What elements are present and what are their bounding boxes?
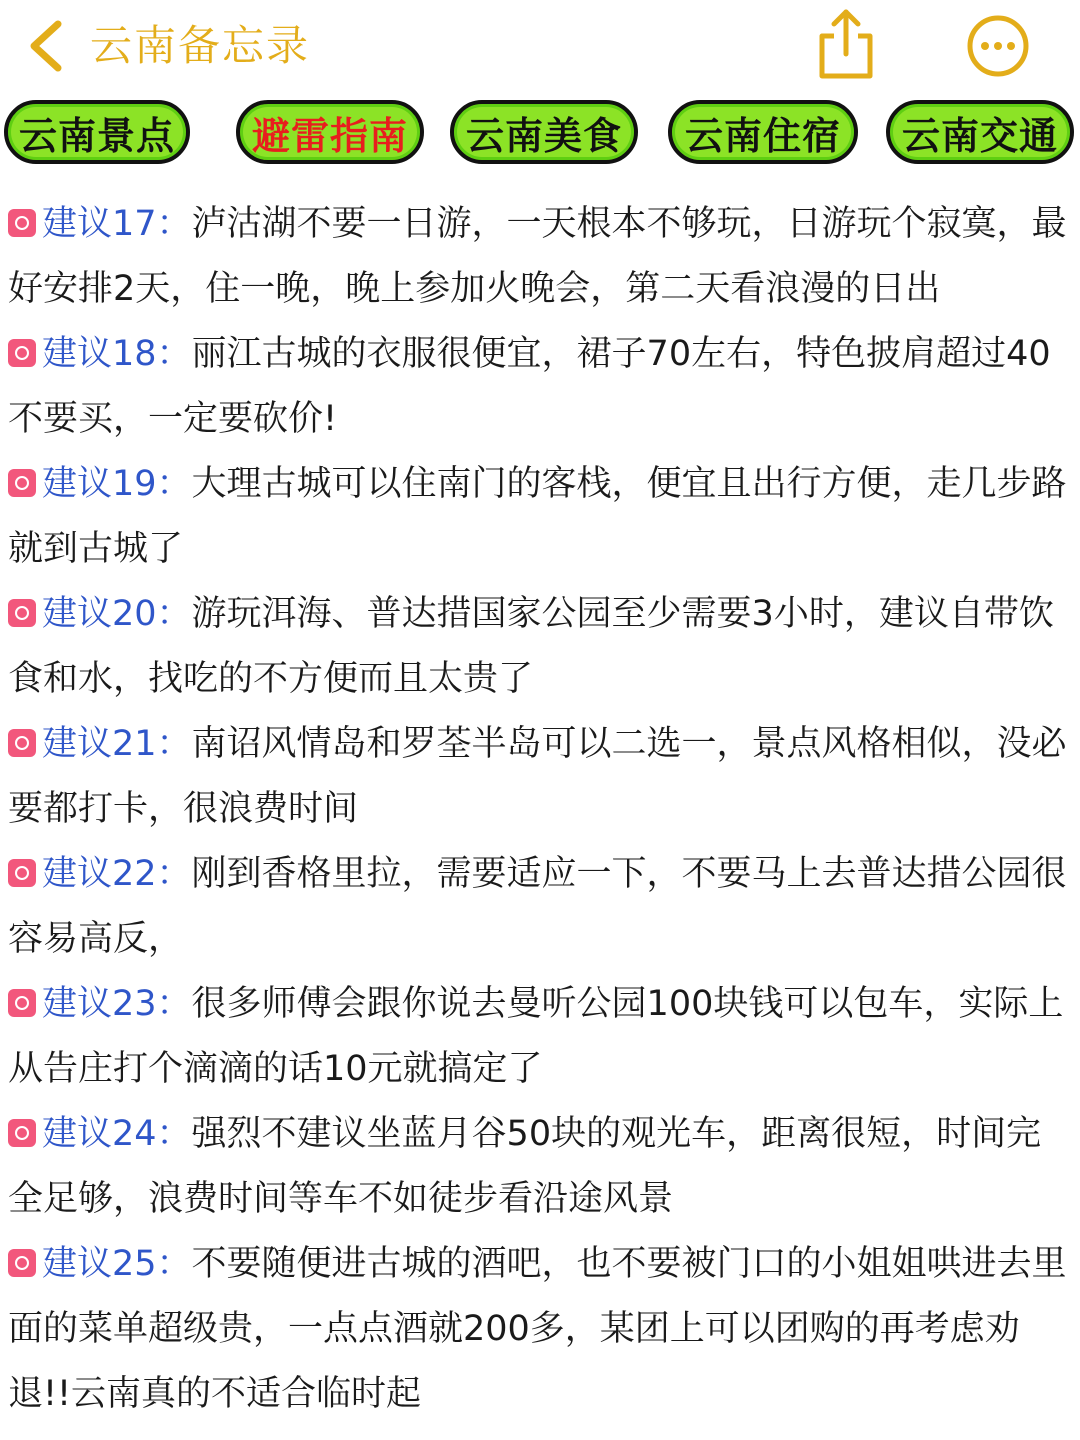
list-item [8,192,1072,322]
tab-transport[interactable]: 云南交通 [886,100,1074,164]
tip-text: 泸沽湖不要一日游，一天根本不够玩，日游玩个寂寞，最好安排2天，住一晚，晚上参加火晚会，第二天看浪漫的日出 [8,204,1067,309]
tip-text: 南诏风情岛和罗荃半岛可以二选一，景点风格相似，没必要都打卡，很浪费时间 [8,724,1067,829]
tip-text: 不要随便进古城的酒吧，也不要被门口的小姐姐哄进去里面的菜单超级贵，一点点酒就200多，某团上可以团购的再考虑劝退!!云南真的不适合临时起 [8,1244,1067,1414]
tip-text: 刚到香格里拉，需要适应一下，不要马上去普达措公园很容易高反， [8,854,1067,959]
more-button[interactable] [962,10,1034,82]
bullet-icon [8,729,36,757]
share-icon [812,6,880,82]
share-button[interactable] [812,6,880,82]
bullet-icon [8,209,36,237]
list-item [8,1232,1072,1427]
tip-label: 建议18： [42,334,192,374]
bullet-icon [8,989,36,1017]
tip-label: 建议17： [42,204,192,244]
back-button[interactable] [22,18,72,74]
tip-label: 建议24： [42,1114,192,1154]
list-item [8,712,1072,842]
bullet-icon [8,859,36,887]
top-bar [0,0,1080,92]
tab-scenic-spots[interactable]: 云南景点 [4,100,190,164]
list-item [8,972,1072,1102]
tip-label: 建议23： [42,984,192,1024]
tab-accommodation[interactable]: 云南住宿 [668,100,858,164]
chevron-left-icon [22,18,72,74]
tip-label: 建议21： [42,724,192,764]
tip-text: 游玩洱海、普达措国家公园至少需要3小时，建议自带饮食和水，找吃的不方便而且太贵了 [8,594,1054,699]
list-item [8,322,1072,452]
tip-text: 很多师傅会跟你说去曼听公园100块钱可以包车，实际上从告庄打个滴滴的话10元就搞定了 [8,984,1064,1089]
tip-text: 丽江古城的衣服很便宜，裙子70左右，特色披肩超过40不要买，一定要砍价! [8,334,1051,439]
tip-text: 强烈不建议坐蓝月谷50块的观光车，距离很短，时间完全足够，浪费时间等车不如徒步看沿途风景 [8,1114,1042,1219]
bullet-icon [8,469,36,497]
tip-label: 建议22： [42,854,192,894]
tip-label: 建议20： [42,594,192,634]
list-item [8,842,1072,972]
tip-label: 建议25： [42,1244,192,1284]
bullet-icon [8,1249,36,1277]
more-icon [962,10,1034,82]
tips-list [8,192,1072,1427]
bullet-icon [8,1119,36,1147]
page-title: 云南备忘录 [90,21,311,70]
bullet-icon [8,339,36,367]
list-item [8,582,1072,712]
bullet-icon [8,599,36,627]
tip-text: 大理古城可以住南门的客栈，便宜且出行方便，走几步路就到古城了 [8,464,1067,569]
list-item [8,452,1072,582]
list-item [8,1102,1072,1232]
tab-food[interactable]: 云南美食 [450,100,638,164]
tip-label: 建议19： [42,464,192,504]
category-tabs [0,92,1080,176]
tab-pitfall-guide[interactable]: 避雷指南 [236,100,424,164]
